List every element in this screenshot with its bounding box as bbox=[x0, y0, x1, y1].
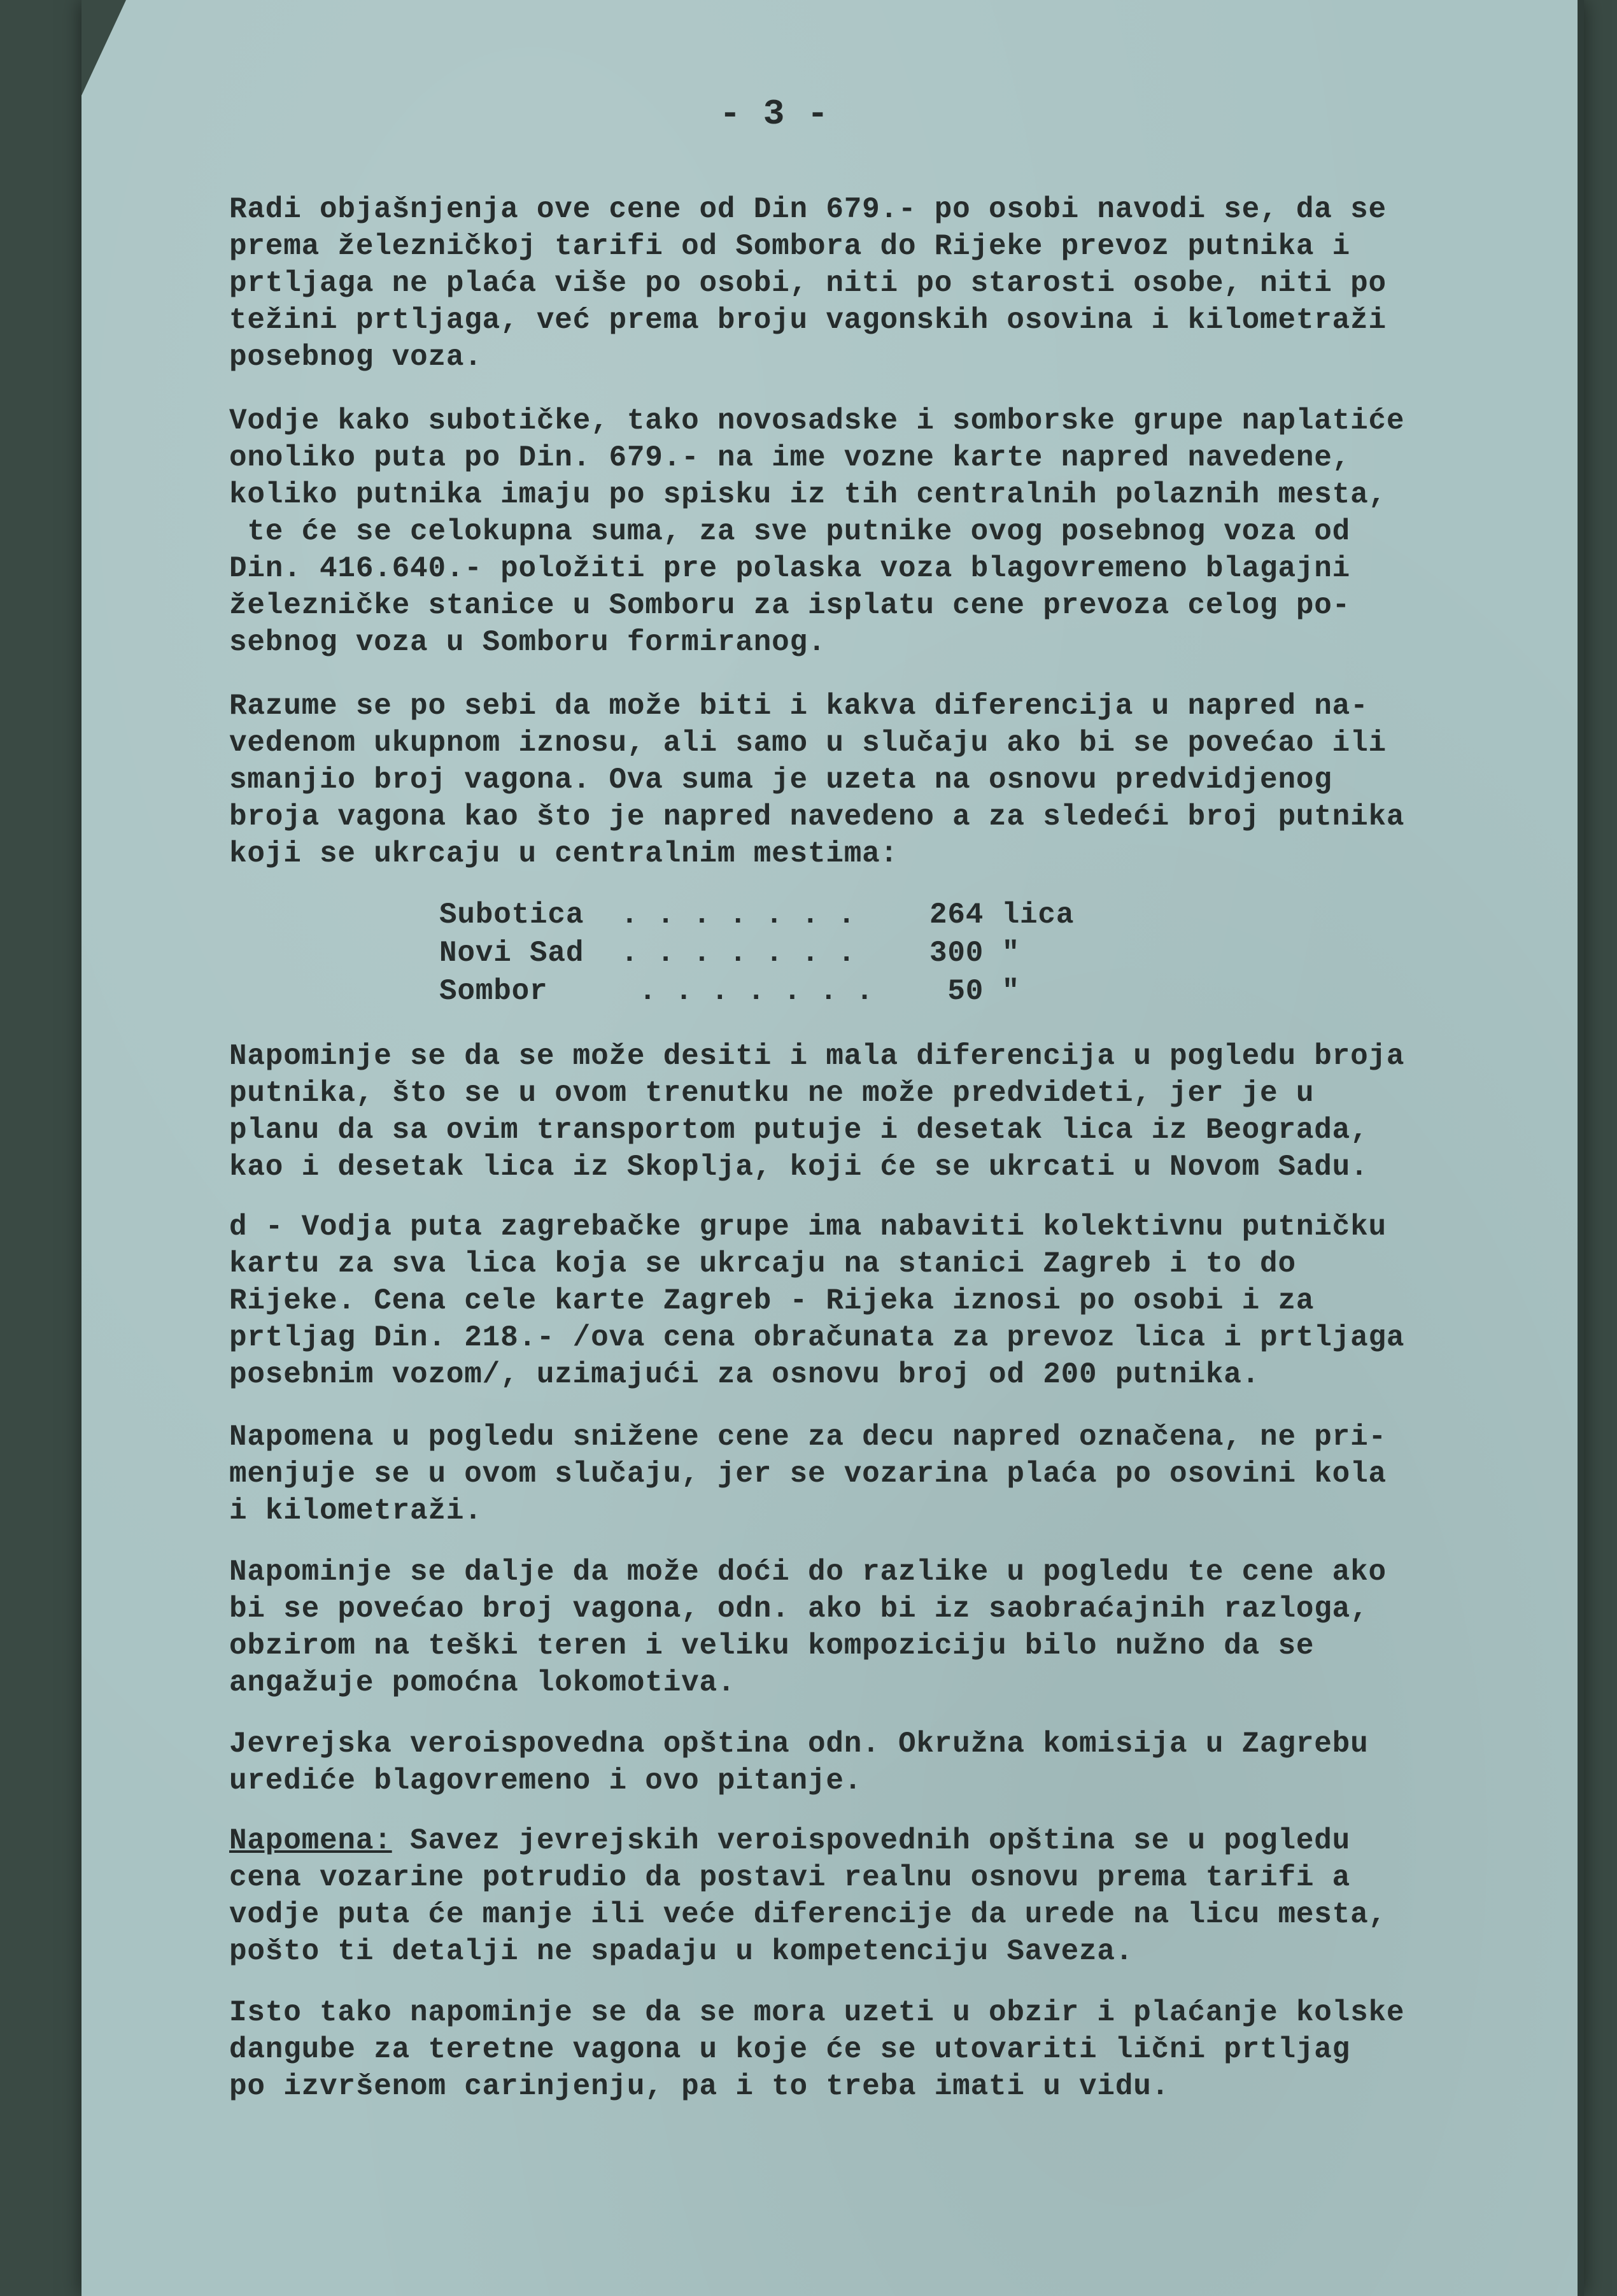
paragraph-7-line-3: obzirom na teški teren i veliku kompoziciju bilo nužno da se bbox=[229, 1629, 1315, 1662]
paragraph-7-line-1: Napominje se dalje da može doći do razlike u pogledu te cene ako bbox=[229, 1555, 1387, 1589]
table-count-sombor: 50 " bbox=[929, 975, 1020, 1008]
paragraph-5-line-3: Rijeke. Cena cele karte Zagreb - Rijeka iznosi po osobi i za bbox=[229, 1284, 1315, 1317]
page-edge-shadow bbox=[1578, 0, 1584, 2296]
note-line-3: vodje puta će manje ili veće diferencije da urede na licu mesta, bbox=[229, 1898, 1387, 1931]
paragraph-2-line-1: Vodje kako subotičke, tako novosadske i somborske grupe naplatiće bbox=[229, 404, 1405, 437]
paragraph-2-line-4: te će se celokupna suma, za sve putnike ovog posebnog voza od bbox=[229, 515, 1351, 548]
note-label: Napomena: bbox=[229, 1824, 392, 1857]
table-city-novi-sad: Novi Sad bbox=[439, 937, 584, 970]
page-number: - 3 - bbox=[719, 94, 830, 134]
last-paragraph-line-2: dangube za teretne vagona u koje će se utovariti lični prtljag bbox=[229, 2033, 1351, 2066]
note-line-2: cena vozarine potrudio da postavi realnu osnovu prema tarifi a bbox=[229, 1861, 1351, 1894]
table-city-sombor: Sombor bbox=[439, 975, 548, 1008]
paragraph-8-line-2: urediće blagovremeno i ovo pitanje. bbox=[229, 1764, 863, 1797]
paragraph-3-line-4: broja vagona kao što je napred navedeno a za sledeći broj putnika bbox=[229, 800, 1405, 833]
paragraph-5-line-4: prtljag Din. 218.- /ova cena obračunata za prevoz lica i prtljaga bbox=[229, 1321, 1405, 1354]
table-dots-sombor: . . . . . . . bbox=[621, 975, 874, 1008]
paragraph-6-line-3: i kilometraži. bbox=[229, 1494, 483, 1527]
paragraph-1-line-4: težini prtljaga, već prema broju vagonskih osovina i kilometraži bbox=[229, 304, 1387, 337]
paragraph-2-line-3: koliko putnika imaju po spisku iz tih centralnih polaznih mesta, bbox=[229, 478, 1387, 511]
paragraph-7-line-4: angažuje pomoćna lokomotiva. bbox=[229, 1666, 736, 1699]
paragraph-1-line-2: prema železničkoj tarifi od Sombora do Rijeke prevoz putnika i bbox=[229, 230, 1351, 263]
paragraph-3-line-5: koji se ukrcaju u centralnim mestima: bbox=[229, 837, 898, 870]
torn-corner bbox=[81, 0, 126, 96]
table-count-subotica: 264 lica bbox=[929, 898, 1075, 932]
paragraph-5-line-5: posebnim vozom/, uzimajući za osnovu broj od 200 putnika. bbox=[229, 1358, 1260, 1391]
table-dots-novi-sad: . . . . . . . bbox=[621, 937, 856, 970]
paragraph-3-line-2: vedenom ukupnom iznosu, ali samo u slučaju ako bi se povećao ili bbox=[229, 726, 1387, 760]
paragraph-4-line-1: Napominje se da se može desiti i mala diferencija u pogledu broja bbox=[229, 1040, 1405, 1073]
paragraph-4-line-3: planu da sa ovim transportom putuje i desetak lica iz Beograda, bbox=[229, 1114, 1369, 1147]
paragraph-2-line-7: sebnog voza u Somboru formiranog. bbox=[229, 626, 826, 659]
note-first-line bbox=[229, 1822, 1350, 1859]
paragraph-4-line-4: kao i desetak lica iz Skoplja, koji će se ukrcati u Novom Sadu. bbox=[229, 1151, 1369, 1184]
paragraph-1-line-3: prtljaga ne plaća više po osobi, niti po starosti osobe, niti po bbox=[229, 267, 1387, 300]
paragraph-8-line-1: Jevrejska veroispovedna opština odn. Okružna komisija u Zagrebu bbox=[229, 1727, 1369, 1761]
table-city-subotica: Subotica bbox=[439, 898, 584, 932]
paragraph-1-line-1: Radi objašnjenja ove cene od Din 679.- po osobi navodi se, da se bbox=[229, 193, 1387, 226]
paragraph-3-line-3: smanjio broj vagona. Ova suma je uzeta na osnovu predvidjenog bbox=[229, 763, 1332, 797]
note-line-4: pošto ti detalji ne spadaju u kompetenciju Saveza. bbox=[229, 1935, 1134, 1968]
table-count-novi-sad: 300 " bbox=[929, 937, 1020, 970]
last-paragraph-line-3: po izvršenom carinjenju, pa i to treba imati u vidu. bbox=[229, 2070, 1170, 2103]
table-dots-subotica: . . . . . . . bbox=[621, 898, 856, 932]
paragraph-1-line-5: posebnog voza. bbox=[229, 341, 483, 374]
note-first-line-text: Savez jevrejskih veroispovednih opština se u pogledu bbox=[392, 1824, 1351, 1857]
paragraph-3-line-1: Razume se po sebi da može biti i kakva diferencija u napred na- bbox=[229, 690, 1369, 723]
paragraph-6-line-2: menjuje se u ovom slučaju, jer se vozarina plaća po osovini kola bbox=[229, 1457, 1387, 1491]
paragraph-7-line-2: bi se povećao broj vagona, odn. ako bi iz saobraćajnih razloga, bbox=[229, 1592, 1369, 1626]
paragraph-6-line-1: Napomena u pogledu snižene cene za decu napred označena, ne pri- bbox=[229, 1421, 1387, 1454]
paragraph-2-line-5: Din. 416.640.- položiti pre polaska voza blagovremeno blagajni bbox=[229, 552, 1351, 585]
paragraph-5-line-1: d - Vodja puta zagrebačke grupe ima nabaviti kolektivnu putničku bbox=[229, 1210, 1387, 1244]
last-paragraph-line-1: Isto tako napominje se da se mora uzeti u obzir i plaćanje kolske bbox=[229, 1996, 1405, 2029]
paragraph-2-line-6: železničke stanice u Somboru za isplatu cene prevoza celog po- bbox=[229, 589, 1351, 622]
paragraph-5-line-2: kartu za sva lica koja se ukrcaju na stanici Zagreb i to do bbox=[229, 1247, 1296, 1280]
paragraph-2-line-2: onoliko puta po Din. 679.- na ime vozne karte napred navedene, bbox=[229, 441, 1351, 474]
paragraph-4-line-2: putnika, što se u ovom trenutku ne može predvideti, jer je u bbox=[229, 1077, 1315, 1110]
